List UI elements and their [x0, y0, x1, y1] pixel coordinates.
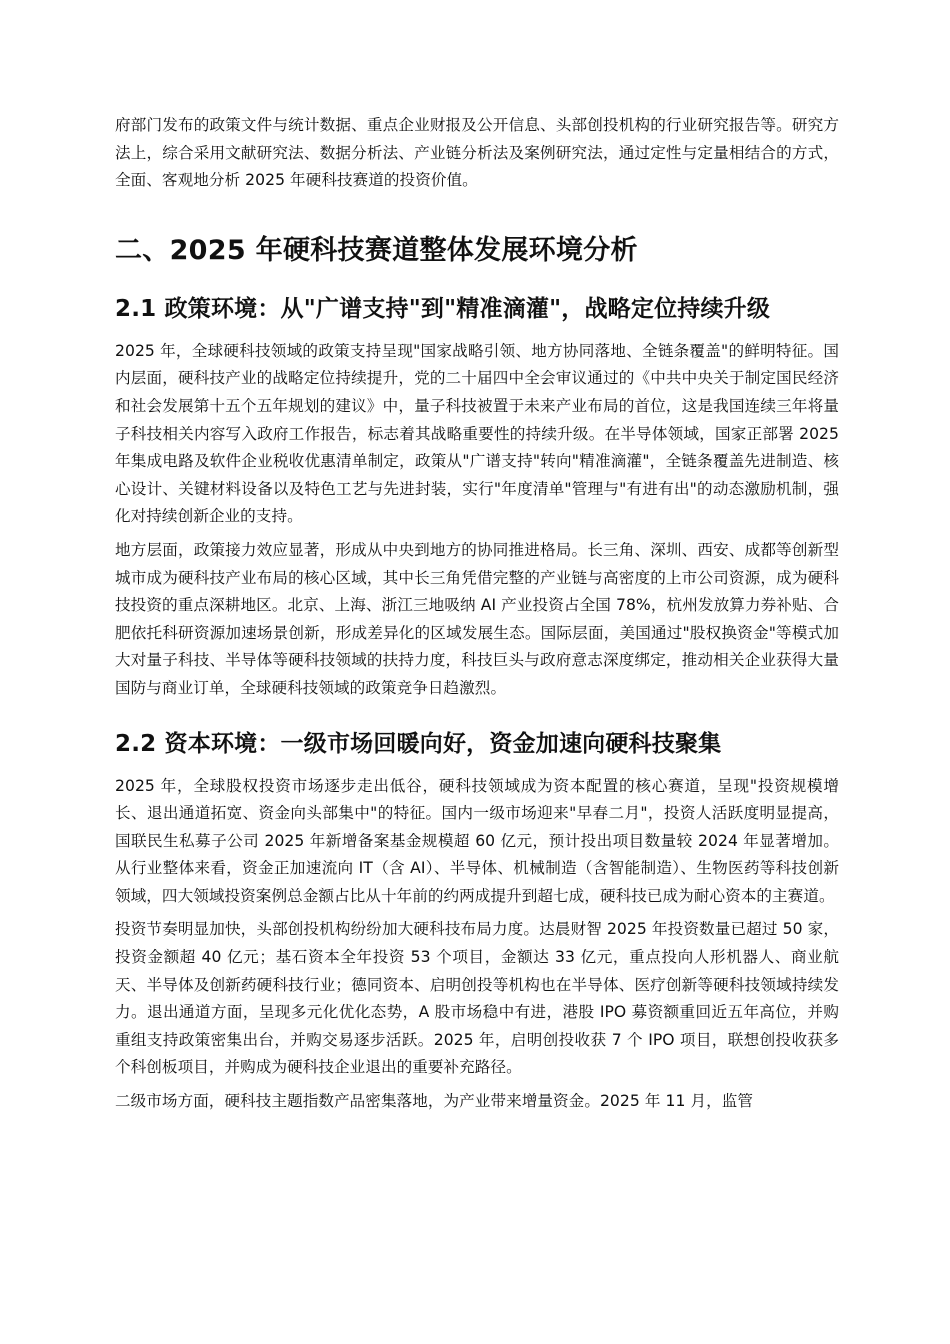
section-2-heading: 二、2025 年硬科技赛道整体发展环境分析 [115, 234, 638, 266]
capital-paragraph-1: 2025 年，全球股权投资市场逐步走出低谷，硬科技领域成为资本配置的核心赛道，呈现"投资规模增长、退出通道拓宽、资金向头部集中"的特征。国内一级市场迎来"早春二月"，投资人活跃度明显提高，国联民生私募子公司 2025 年新增备案基金规模超 60 亿元，预计投出项目数量较 2024 年显著增加。从行业整体来看，资金正加速流向 IT（含 AI）、半导体、机械制造（含智能制造）、生物医药等科技创新领域，四大领域投资案例总金额占比从十年前的约两成提升到超七成，硬科技已成为耐心资本的主赛道。 [115, 776, 839, 905]
capital-paragraph-2: 投资节奏明显加快，头部创投机构纷纷加大硬科技布局力度。达晨财智 2025 年投资数量已超过 50 家，投资金额超 40 亿元；基石资本全年投资 53 个项目，金额达 33 亿元，重点投向人形机器人、商业航天、半导体及创新药硬科技行业；德同资本、启明创投等机构也在半导体、医疗创新等硬科技领域持续发力。退出通道方面，呈现多元化优化态势，A 股市场稳中有进，港股 IPO 募资额重回近五年高位，并购重组支持政策密集出台，并购交易逐步活跃。2025 年，启明创投收获 7 个 IPO 项目，联想创投收获多个科创板项目，并购成为硬科技企业退出的重要补充路径。 [115, 920, 839, 1077]
subsection-2-1-heading: 2.1 政策环境：从"广谱支持"到"精准滴灌"，战略定位持续升级 [115, 295, 771, 322]
subsection-2-2-heading: 2.2 资本环境：一级市场回暖向好，资金加速向硬科技聚集 [115, 730, 722, 757]
capital-paragraph-3: 二级市场方面，硬科技主题指数产品密集落地，为产业带来增量资金。2025 年 11 月，监管 [115, 1092, 754, 1111]
policy-paragraph-1: 2025 年，全球硬科技领域的政策支持呈现"国家战略引领、地方协同落地、全链条覆盖"的鲜明特征。国内层面，硬科技产业的战略定位持续提升，党的二十届四中全会审议通过的《中共中央关于制定国民经济和社会发展第十五个五年规划的建议》中，量子科技被置于未来产业布局的首位，这是我国连续三年将量子科技相关内容写入政府工作报告，标志着其战略重要性的持续升级。在半导体领域，国家正部署 2025 年集成电路及软件企业税收优惠清单制定，政策从"广谱支持"转向"精准滴灌"，全链条覆盖先进制造、核心设计、关键材料设备以及特色工艺与先进封装，实行"年度清单"管理与"有进有出"的动态激励机制，强化对持续创新企业的支持。 [115, 341, 839, 526]
policy-paragraph-2: 地方层面，政策接力效应显著，形成从中央到地方的协同推进格局。长三角、深圳、西安、成都等创新型城市成为硬科技产业布局的核心区域，其中长三角凭借完整的产业链与高密度的上市公司资源，成为硬科技投资的重点深耕地区。北京、上海、浙江三地吸纳 AI 产业投资占全国 78%，杭州发放算力券补贴、合肥依托科研资源加速场景创新，形成差异化的区域发展生态。国际层面，美国通过"股权换资金"等模式加大对量子科技、半导体等硬科技领域的扶持力度，科技巨头与政府意志深度绑定，推动相关企业获得大量国防与商业订单，全球硬科技领域的政策竞争日趋激烈。 [115, 540, 839, 697]
intro-paragraph: 府部门发布的政策文件与统计数据、重点企业财报及公开信息、头部创投机构的行业研究报告等。研究方法上，综合采用文献研究法、数据分析法、产业链分析法及案例研究法，通过定性与定量相结合的方式，全面、客观地分析 2025 年硬科技赛道的投资价值。 [115, 116, 839, 190]
document-page [115, 112, 839, 1122]
